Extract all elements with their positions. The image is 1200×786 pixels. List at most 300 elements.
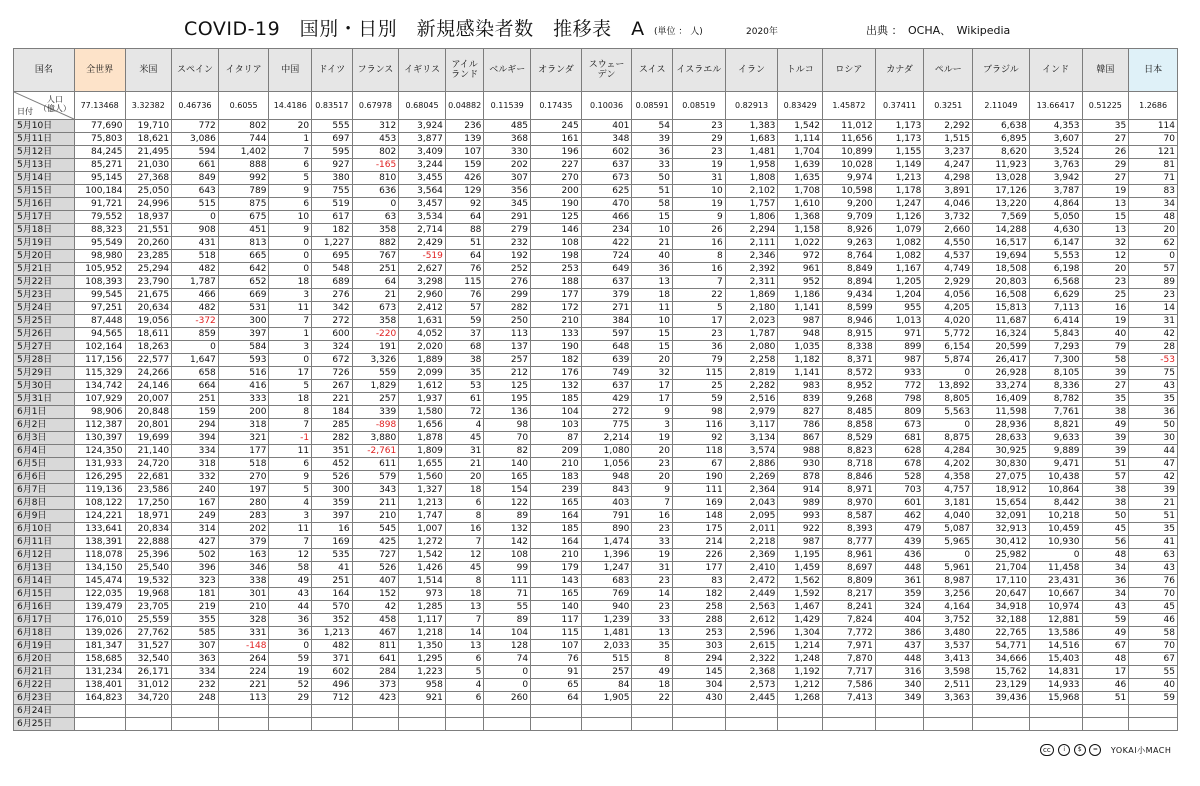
- case-count-cell: -148: [218, 640, 269, 653]
- case-count-cell: 4,550: [924, 237, 973, 250]
- case-count-cell: 3,117: [725, 419, 778, 432]
- case-count-cell: 528: [875, 471, 924, 484]
- case-count-cell: 18,263: [125, 341, 172, 354]
- case-count-cell: 169: [672, 497, 725, 510]
- case-count-cell: 8,442: [1029, 497, 1082, 510]
- case-count-cell: 115,329: [74, 367, 125, 380]
- population-cell: 1.2686: [1129, 92, 1178, 120]
- case-count-cell: 0: [1029, 549, 1082, 562]
- case-count-cell: 21: [352, 289, 399, 302]
- case-count-cell: 175: [672, 523, 725, 536]
- case-count-cell: 423: [352, 692, 399, 705]
- case-count-cell: 8,952: [823, 380, 876, 393]
- case-count-cell: [778, 718, 823, 731]
- case-count-cell: 195: [484, 393, 531, 406]
- case-count-cell: 18,508: [973, 263, 1030, 276]
- case-count-cell: 23,431: [1029, 575, 1082, 588]
- date-cell: 5月21日: [14, 263, 75, 276]
- case-count-cell: 2,392: [725, 263, 778, 276]
- case-count-cell: 791: [581, 510, 632, 523]
- case-count-cell: 16,517: [973, 237, 1030, 250]
- case-count-cell: 17,126: [973, 185, 1030, 198]
- case-count-cell: 3,752: [924, 614, 973, 627]
- case-count-cell: 23: [672, 120, 725, 133]
- case-count-cell: 79: [672, 354, 725, 367]
- case-count-cell: 639: [581, 354, 632, 367]
- population-cell: 0.08591: [632, 92, 673, 120]
- case-count-cell: 12: [1082, 250, 1129, 263]
- date-cell: 6月24日: [14, 705, 75, 718]
- case-count-cell: 430: [672, 692, 725, 705]
- country-header: 中国: [269, 49, 312, 92]
- case-count-cell: 0: [924, 367, 973, 380]
- case-count-cell: 7,971: [823, 640, 876, 653]
- case-count-cell: [352, 705, 399, 718]
- case-count-cell: 122,035: [74, 588, 125, 601]
- case-count-cell: 12: [269, 549, 312, 562]
- case-count-cell: 56: [1082, 536, 1129, 549]
- case-count-cell: 4,630: [1029, 224, 1082, 237]
- case-count-cell: 1,467: [778, 601, 823, 614]
- case-count-cell: 21: [1129, 497, 1178, 510]
- case-count-cell: 117: [531, 614, 582, 627]
- table-row: [14, 354, 1178, 367]
- case-count-cell: 91,721: [74, 198, 125, 211]
- table-row: [14, 380, 1178, 393]
- case-count-cell: 8,846: [823, 471, 876, 484]
- case-count-cell: 727: [352, 549, 399, 562]
- case-count-cell: 285: [312, 419, 353, 432]
- case-count-cell: 6,638: [973, 120, 1030, 133]
- case-count-cell: 1,155: [875, 146, 924, 159]
- case-count-cell: 181,347: [74, 640, 125, 653]
- country-header: 韓国: [1082, 49, 1129, 92]
- case-count-cell: 3,256: [924, 588, 973, 601]
- case-count-cell: 107: [531, 640, 582, 653]
- country-header: イタリア: [218, 49, 269, 92]
- case-count-cell: 176: [531, 367, 582, 380]
- case-count-cell: 25,982: [973, 549, 1030, 562]
- case-count-cell: 105,952: [74, 263, 125, 276]
- case-count-cell: 4: [445, 679, 484, 692]
- case-count-cell: 16: [1082, 302, 1129, 315]
- case-count-cell: 9,633: [1029, 432, 1082, 445]
- case-count-cell: 164: [312, 588, 353, 601]
- case-count-cell: 1,647: [172, 354, 219, 367]
- case-count-cell: 611: [352, 458, 399, 471]
- table-row: [14, 393, 1178, 406]
- case-count-cell: 33: [632, 159, 673, 172]
- case-count-cell: [875, 705, 924, 718]
- case-count-cell: 177: [531, 289, 582, 302]
- case-count-cell: 7,870: [823, 653, 876, 666]
- case-count-cell: 3,891: [924, 185, 973, 198]
- case-count-cell: 9: [632, 406, 673, 419]
- case-count-cell: 987: [778, 536, 823, 549]
- case-count-cell: 20,834: [125, 523, 172, 536]
- case-count-cell: 29: [269, 692, 312, 705]
- case-count-cell: 5,553: [1029, 250, 1082, 263]
- case-count-cell: 252: [484, 263, 531, 276]
- case-count-cell: 2,080: [725, 341, 778, 354]
- case-count-cell: 18,912: [973, 484, 1030, 497]
- case-count-cell: 407: [352, 575, 399, 588]
- case-count-cell: 7: [672, 276, 725, 289]
- table-row: [14, 510, 1178, 523]
- case-count-cell: 32,540: [125, 653, 172, 666]
- case-count-cell: 20,647: [973, 588, 1030, 601]
- case-count-cell: 5: [269, 380, 312, 393]
- case-count-cell: 111: [672, 484, 725, 497]
- case-count-cell: 2,033: [581, 640, 632, 653]
- case-count-cell: 9,889: [1029, 445, 1082, 458]
- case-count-cell: 18: [445, 484, 484, 497]
- case-count-cell: 859: [172, 328, 219, 341]
- case-count-cell: 5: [672, 302, 725, 315]
- case-count-cell: 2,214: [581, 432, 632, 445]
- case-count-cell: 21: [445, 458, 484, 471]
- date-cell: 6月10日: [14, 523, 75, 536]
- case-count-cell: 1,402: [218, 146, 269, 159]
- case-count-cell: 10,930: [1029, 536, 1082, 549]
- case-count-cell: 4,205: [924, 302, 973, 315]
- case-count-cell: 10,667: [1029, 588, 1082, 601]
- case-count-cell: 3,607: [1029, 133, 1082, 146]
- population-cell: 0.04882: [445, 92, 484, 120]
- case-count-cell: 13: [632, 276, 673, 289]
- case-count-cell: 2,095: [725, 510, 778, 523]
- case-count-cell: 34,666: [973, 653, 1030, 666]
- case-count-cell: 642: [218, 263, 269, 276]
- case-count-cell: 98,906: [74, 406, 125, 419]
- case-count-cell: 224: [218, 666, 269, 679]
- case-count-cell: 137: [484, 341, 531, 354]
- case-count-cell: 2,449: [725, 588, 778, 601]
- case-count-cell: 961: [778, 263, 823, 276]
- case-count-cell: 50: [1082, 510, 1129, 523]
- case-count-cell: 104: [484, 627, 531, 640]
- date-cell: 6月3日: [14, 432, 75, 445]
- case-count-cell: 38: [445, 354, 484, 367]
- case-count-cell: 210: [218, 601, 269, 614]
- case-count-cell: 1,747: [399, 510, 446, 523]
- population-row: [14, 92, 1178, 120]
- case-count-cell: 16: [672, 237, 725, 250]
- case-count-cell: 25: [1082, 289, 1129, 302]
- case-count-cell: 6,895: [973, 133, 1030, 146]
- case-count-cell: 35: [1129, 393, 1178, 406]
- date-cell: 5月25日: [14, 315, 75, 328]
- case-count-cell: 10,864: [1029, 484, 1082, 497]
- case-count-cell: 672: [312, 354, 353, 367]
- case-count-cell: 40: [1129, 679, 1178, 692]
- case-count-cell: 21: [632, 237, 673, 250]
- case-count-cell: 678: [875, 458, 924, 471]
- case-count-cell: 8,217: [823, 588, 876, 601]
- case-count-cell: 21,704: [973, 562, 1030, 575]
- date-cell: 6月21日: [14, 666, 75, 679]
- case-count-cell: 177: [218, 445, 269, 458]
- case-count-cell: 234: [581, 224, 632, 237]
- case-count-cell: 6,154: [924, 341, 973, 354]
- case-count-cell: 20,848: [125, 406, 172, 419]
- case-count-cell: 70: [1129, 640, 1178, 653]
- case-count-cell: 6: [269, 198, 312, 211]
- case-count-cell: [823, 718, 876, 731]
- case-count-cell: 3,480: [924, 627, 973, 640]
- case-count-cell: 600: [312, 328, 353, 341]
- case-count-cell: 1,195: [778, 549, 823, 562]
- case-count-cell: 333: [218, 393, 269, 406]
- table-row: [14, 185, 1178, 198]
- case-count-cell: 452: [312, 458, 353, 471]
- case-count-cell: 59: [1129, 692, 1178, 705]
- case-count-cell: 328: [218, 614, 269, 627]
- case-count-cell: 661: [172, 159, 219, 172]
- case-count-cell: 518: [172, 250, 219, 263]
- case-count-cell: 113: [218, 692, 269, 705]
- case-count-cell: 2,979: [725, 406, 778, 419]
- date-cell: 5月31日: [14, 393, 75, 406]
- case-count-cell: 46: [1082, 679, 1129, 692]
- case-count-cell: 1,639: [778, 159, 823, 172]
- case-count-cell: 380: [312, 172, 353, 185]
- case-count-cell: 1,683: [725, 133, 778, 146]
- case-count-cell: 3,244: [399, 159, 446, 172]
- case-count-cell: 334: [172, 445, 219, 458]
- case-count-cell: 34,918: [973, 601, 1030, 614]
- case-count-cell: 1,192: [778, 666, 823, 679]
- case-count-cell: 22,765: [973, 627, 1030, 640]
- case-count-cell: 330: [484, 146, 531, 159]
- case-count-cell: 4,020: [924, 315, 973, 328]
- case-count-cell: 29: [672, 133, 725, 146]
- year-label: 2020年: [746, 27, 778, 37]
- case-count-cell: 1,889: [399, 354, 446, 367]
- case-count-cell: 226: [672, 549, 725, 562]
- case-count-cell: 64: [445, 250, 484, 263]
- case-count-cell: 188: [531, 276, 582, 289]
- case-count-cell: 167: [172, 497, 219, 510]
- case-count-cell: 1,635: [778, 172, 823, 185]
- case-count-cell: 9,263: [823, 237, 876, 250]
- case-count-cell: 1,704: [778, 146, 823, 159]
- case-count-cell: 20: [632, 354, 673, 367]
- case-count-cell: 1,173: [875, 120, 924, 133]
- case-count-cell: 2,364: [725, 484, 778, 497]
- case-count-cell: 41: [1129, 536, 1178, 549]
- case-count-cell: 346: [218, 562, 269, 575]
- case-count-cell: 17: [672, 315, 725, 328]
- table-row: [14, 250, 1178, 263]
- case-count-cell: [632, 718, 673, 731]
- case-count-cell: 8: [445, 510, 484, 523]
- case-count-cell: 1,350: [399, 640, 446, 653]
- case-count-cell: 50: [632, 172, 673, 185]
- case-count-cell: 664: [172, 380, 219, 393]
- country-header: ブラジル: [973, 49, 1030, 92]
- case-count-cell: 10: [269, 211, 312, 224]
- case-count-cell: 955: [875, 302, 924, 315]
- case-count-cell: 789: [218, 185, 269, 198]
- page-title: COVID-19 国別・日別 新規感染者数 推移表 A: [184, 18, 645, 40]
- case-count-cell: 24,720: [125, 458, 172, 471]
- case-count-cell: 1,459: [778, 562, 823, 575]
- case-count-cell: 7,569: [973, 211, 1030, 224]
- case-count-cell: 25: [672, 380, 725, 393]
- case-count-cell: 11,012: [823, 120, 876, 133]
- case-count-cell: 312: [352, 120, 399, 133]
- case-count-cell: 42: [1129, 328, 1178, 341]
- unit-note: (単位 ： 人): [654, 27, 703, 37]
- case-count-cell: 2,445: [725, 692, 778, 705]
- case-count-cell: 7,761: [1029, 406, 1082, 419]
- country-header: ロシア: [823, 49, 876, 92]
- case-count-cell: 83: [672, 575, 725, 588]
- case-count-cell: 32,188: [973, 614, 1030, 627]
- case-count-cell: 18: [445, 588, 484, 601]
- date-cell: 5月26日: [14, 328, 75, 341]
- case-count-cell: 502: [172, 549, 219, 562]
- case-count-cell: 1,247: [875, 198, 924, 211]
- case-count-cell: 70: [1129, 133, 1178, 146]
- case-count-cell: 25,540: [125, 562, 172, 575]
- case-count-cell: 1,082: [875, 237, 924, 250]
- case-count-cell: 1,612: [399, 380, 446, 393]
- case-count-cell: 1,542: [778, 120, 823, 133]
- case-count-cell: 134,742: [74, 380, 125, 393]
- case-count-cell: 2,369: [725, 549, 778, 562]
- date-cell: 6月17日: [14, 614, 75, 627]
- case-count-cell: 64: [445, 211, 484, 224]
- case-count-cell: 462: [875, 510, 924, 523]
- case-count-cell: 1,126: [875, 211, 924, 224]
- case-count-cell: 20: [632, 471, 673, 484]
- case-count-cell: 85,271: [74, 159, 125, 172]
- case-count-cell: [924, 705, 973, 718]
- case-count-cell: 16,409: [973, 393, 1030, 406]
- table-row: [14, 133, 1178, 146]
- case-count-cell: [399, 705, 446, 718]
- case-count-cell: 4: [445, 419, 484, 432]
- case-count-cell: 58: [632, 198, 673, 211]
- table-row: [14, 666, 1178, 679]
- case-count-cell: 1,182: [778, 354, 823, 367]
- case-count-cell: 4,537: [924, 250, 973, 263]
- case-count-cell: 53: [445, 380, 484, 393]
- case-count-cell: 1,878: [399, 432, 446, 445]
- case-count-cell: 3,181: [924, 497, 973, 510]
- case-count-cell: 7,293: [1029, 341, 1082, 354]
- case-count-cell: 4,164: [924, 601, 973, 614]
- case-count-cell: 485: [484, 120, 531, 133]
- case-count-cell: 1,514: [399, 575, 446, 588]
- case-count-cell: 993: [778, 510, 823, 523]
- case-count-cell: 19,056: [125, 315, 172, 328]
- case-count-cell: 44: [269, 601, 312, 614]
- case-count-cell: 30,925: [973, 445, 1030, 458]
- case-count-cell: 2,111: [725, 237, 778, 250]
- population-cell: 0.67978: [352, 92, 399, 120]
- country-header-row: [14, 49, 1178, 92]
- case-count-cell: [1082, 718, 1129, 731]
- case-count-cell: 34: [1129, 198, 1178, 211]
- case-count-cell: 33: [632, 614, 673, 627]
- case-count-cell: 20,599: [973, 341, 1030, 354]
- case-count-cell: 2,322: [725, 653, 778, 666]
- case-count-cell: 13: [632, 627, 673, 640]
- case-count-cell: 4,749: [924, 263, 973, 276]
- case-count-cell: 3,598: [924, 666, 973, 679]
- case-count-cell: 40: [1082, 328, 1129, 341]
- case-count-cell: 59: [269, 653, 312, 666]
- case-count-cell: 40: [632, 250, 673, 263]
- case-count-cell: 43: [269, 588, 312, 601]
- case-count-cell: 10: [632, 224, 673, 237]
- case-count-cell: 184: [312, 406, 353, 419]
- case-count-cell: 6,414: [1029, 315, 1082, 328]
- case-count-cell: 13: [445, 640, 484, 653]
- case-count-cell: 7: [269, 315, 312, 328]
- case-count-cell: 21,030: [125, 159, 172, 172]
- case-count-cell: 99,545: [74, 289, 125, 302]
- case-count-cell: 669: [218, 289, 269, 302]
- case-count-cell: 27,762: [125, 627, 172, 640]
- case-count-cell: 2,099: [399, 367, 446, 380]
- case-count-cell: 466: [581, 211, 632, 224]
- case-count-cell: 210: [531, 549, 582, 562]
- case-count-cell: 28,936: [973, 419, 1030, 432]
- case-count-cell: 111: [484, 575, 531, 588]
- case-count-cell: 45: [1082, 523, 1129, 536]
- case-count-cell: 16,324: [973, 328, 1030, 341]
- case-count-cell: 1,656: [399, 419, 446, 432]
- case-count-cell: 28,633: [973, 432, 1030, 445]
- case-count-cell: 697: [312, 133, 353, 146]
- case-count-cell: 140: [484, 458, 531, 471]
- case-count-cell: 43: [1082, 601, 1129, 614]
- case-count-cell: [1029, 718, 1082, 731]
- case-count-cell: 19,532: [125, 575, 172, 588]
- case-count-cell: 264: [218, 653, 269, 666]
- case-count-cell: 439: [875, 536, 924, 549]
- case-count-cell: 559: [352, 367, 399, 380]
- case-count-cell: 11,687: [973, 315, 1030, 328]
- case-count-cell: 8,393: [823, 523, 876, 536]
- date-cell: 5月12日: [14, 146, 75, 159]
- case-count-cell: 13,586: [1029, 627, 1082, 640]
- case-count-cell: 3,457: [399, 198, 446, 211]
- case-count-cell: 849: [172, 172, 219, 185]
- case-count-cell: 132: [531, 380, 582, 393]
- case-count-cell: 3,298: [399, 276, 446, 289]
- case-count-cell: 89: [484, 510, 531, 523]
- case-count-cell: 88: [445, 224, 484, 237]
- case-count-cell: 251: [312, 575, 353, 588]
- case-count-cell: 71: [1129, 172, 1178, 185]
- case-count-cell: 39: [1082, 432, 1129, 445]
- case-count-cell: 2,612: [725, 614, 778, 627]
- case-count-cell: 9: [632, 484, 673, 497]
- table-row: [14, 289, 1178, 302]
- case-count-cell: 451: [218, 224, 269, 237]
- date-label: 日付: [17, 107, 33, 116]
- date-cell: 6月2日: [14, 419, 75, 432]
- case-count-cell: 1,787: [172, 276, 219, 289]
- population-label: 人口 （億人）: [38, 95, 71, 113]
- case-count-cell: 1,022: [778, 237, 823, 250]
- case-count-cell: 303: [672, 640, 725, 653]
